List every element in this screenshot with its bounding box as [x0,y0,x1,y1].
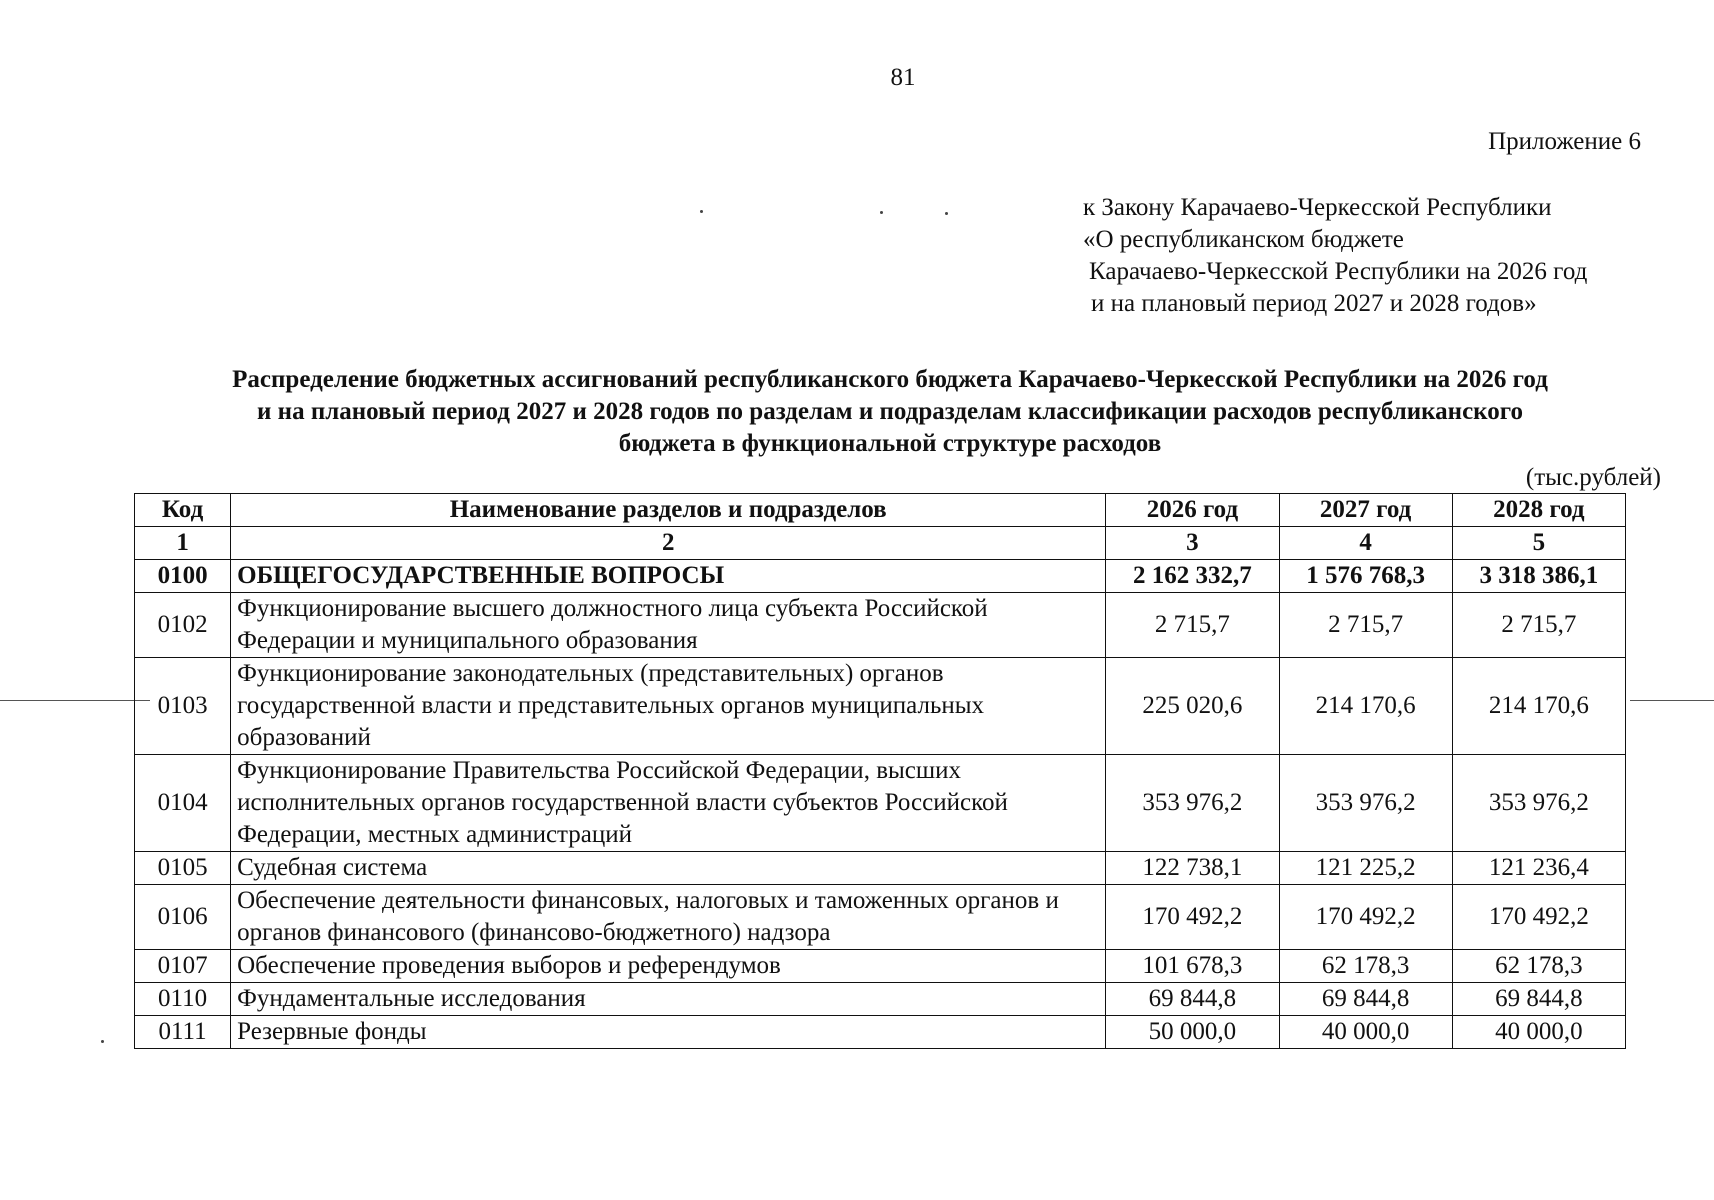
row-code: 0102 [135,593,231,658]
law-reference-line-2: «О республиканском бюджете [1083,226,1404,253]
table-row [135,950,1626,983]
table-row [135,885,1626,950]
table-row [135,755,1626,852]
row-value-2028: 2 715,7 [1452,593,1625,658]
page-number: 81 [890,64,916,91]
row-value-2028: 121 236,4 [1452,852,1625,885]
table-row [135,852,1626,885]
title-line-3: бюджета в функциональной структуре расходов [618,430,1162,457]
budget-table [134,493,1626,1049]
row-name: Обеспечение деятельности финансовых, налоговых и таможенных органов и органов финансового (финансово-бюджетного) надзора [231,885,1106,950]
row-value-2026: 122 738,1 [1106,852,1279,885]
scan-speck [880,211,883,214]
column-number: 1 [135,527,231,560]
column-number: 4 [1279,527,1452,560]
row-code: 0100 [135,560,231,593]
row-code: 0103 [135,658,231,755]
row-code: 0105 [135,852,231,885]
table-header-row [135,494,1626,527]
title-line-1: Распределение бюджетных ассигнований республиканского бюджета Карачаево-Черкесской Республики на 2026 год [232,366,1548,393]
row-value-2026: 225 020,6 [1106,658,1279,755]
row-name: Фундаментальные исследования [231,983,1106,1016]
appendix-label: Приложение 6 [1488,128,1641,155]
row-value-2028: 3 318 386,1 [1452,560,1625,593]
law-reference-line-3: Карачаево-Черкесской Республики на 2026 год [1089,258,1588,285]
row-value-2028: 62 178,3 [1452,950,1625,983]
document-title [100,364,1680,460]
row-code: 0107 [135,950,231,983]
row-code: 0106 [135,885,231,950]
row-value-2027: 69 844,8 [1279,983,1452,1016]
row-value-2026: 69 844,8 [1106,983,1279,1016]
column-number: 2 [231,527,1106,560]
row-name: Функционирование Правительства Российской Федерации, высших исполнительных органов государственной власти субъектов Российской Федерации, местных администраций [231,755,1106,852]
title-line-2: и на плановый период 2027 и 2028 годов по разделам и подразделам классификации расходов республиканского [257,398,1523,425]
column-number: 5 [1452,527,1625,560]
row-value-2026: 2 715,7 [1106,593,1279,658]
row-value-2027: 214 170,6 [1279,658,1452,755]
header-code: Код [135,494,231,527]
row-value-2028: 69 844,8 [1452,983,1625,1016]
scan-speck [945,212,948,215]
row-value-2027: 353 976,2 [1279,755,1452,852]
column-number-row [135,527,1626,560]
row-value-2028: 353 976,2 [1452,755,1625,852]
table-row [135,560,1626,593]
table-row [135,593,1626,658]
law-reference-line-1: к Закону Карачаево-Черкесской Республики [1083,194,1552,221]
row-code: 0111 [135,1016,231,1049]
table-row [135,658,1626,755]
row-name: Функционирование высшего должностного лица субъекта Российской Федерации и муниципального образования [231,593,1106,658]
row-value-2026: 353 976,2 [1106,755,1279,852]
header-2027: 2027 год [1279,494,1452,527]
table-row [135,1016,1626,1049]
row-value-2026: 50 000,0 [1106,1016,1279,1049]
scan-speck [700,210,703,213]
scan-speck [101,1040,104,1043]
law-reference-line-4: и на плановый период 2027 и 2028 годов» [1091,290,1537,317]
row-name: Обеспечение проведения выборов и референдумов [231,950,1106,983]
row-value-2027: 40 000,0 [1279,1016,1452,1049]
row-value-2026: 2 162 332,7 [1106,560,1279,593]
scan-artifact-line [0,700,150,701]
header-name: Наименование разделов и подразделов [231,494,1106,527]
row-name: ОБЩЕГОСУДАРСТВЕННЫЕ ВОПРОСЫ [231,560,1106,593]
row-name: Функционирование законодательных (представительных) органов государственной власти и представительных органов муниципальных образований [231,658,1106,755]
scan-artifact-line [1630,700,1714,701]
law-reference [1083,192,1587,320]
row-value-2028: 170 492,2 [1452,885,1625,950]
units-label: (тыс.рублей) [1525,464,1661,491]
table-row [135,983,1626,1016]
row-value-2027: 1 576 768,3 [1279,560,1452,593]
row-name: Резервные фонды [231,1016,1106,1049]
row-value-2028: 214 170,6 [1452,658,1625,755]
row-name: Судебная система [231,852,1106,885]
header-2028: 2028 год [1452,494,1625,527]
column-number: 3 [1106,527,1279,560]
row-value-2027: 62 178,3 [1279,950,1452,983]
row-value-2027: 121 225,2 [1279,852,1452,885]
row-value-2026: 101 678,3 [1106,950,1279,983]
row-value-2026: 170 492,2 [1106,885,1279,950]
row-value-2027: 170 492,2 [1279,885,1452,950]
row-value-2027: 2 715,7 [1279,593,1452,658]
row-value-2028: 40 000,0 [1452,1016,1625,1049]
row-code: 0110 [135,983,231,1016]
row-code: 0104 [135,755,231,852]
header-2026: 2026 год [1106,494,1279,527]
